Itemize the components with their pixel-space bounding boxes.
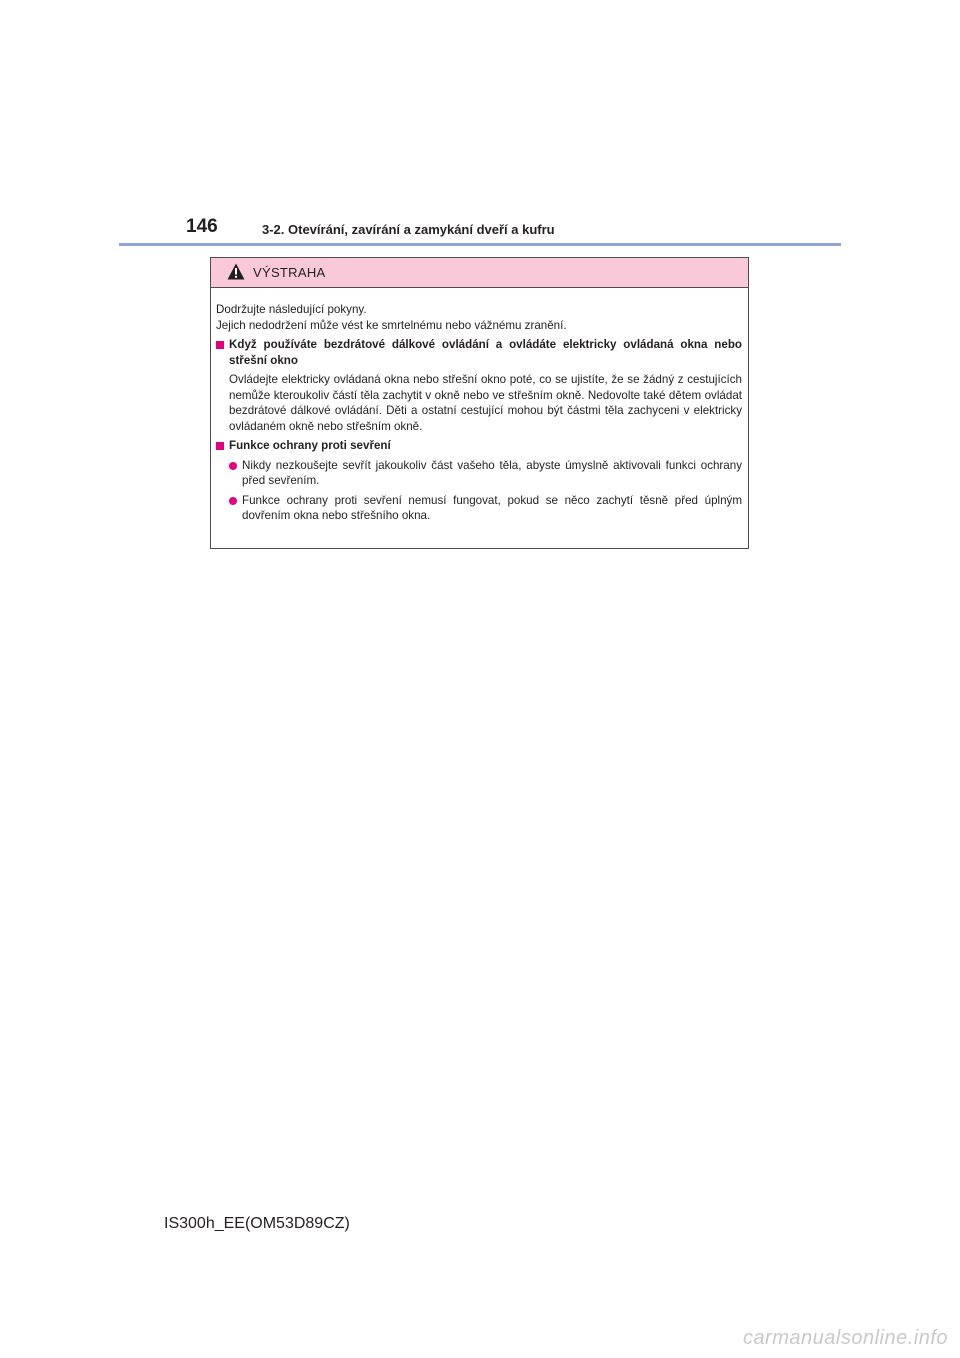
warning-triangle-icon <box>227 263 245 280</box>
bullet-item <box>229 493 742 524</box>
model-code: IS300h_EE(OM53D89CZ) <box>164 1215 350 1232</box>
warning-intro-line: Dodržujte následující pokyny. <box>216 303 367 316</box>
warning-item <box>216 337 742 434</box>
warning-header <box>211 258 748 288</box>
bullet-list <box>229 458 742 524</box>
square-bullet-icon <box>216 341 224 349</box>
header-rule <box>119 243 841 246</box>
round-bullet-icon <box>229 497 237 505</box>
bullet-item <box>229 458 742 489</box>
round-bullet-icon <box>229 462 237 470</box>
warning-intro-line: Jejich nedodržení může vést ke smrtelnému nebo vážnému zranění. <box>216 318 567 332</box>
warning-box <box>210 257 749 549</box>
warning-title: VÝSTRAHA <box>253 265 326 280</box>
watermark: carmanualsonline.info <box>742 1327 948 1349</box>
bullet-text: Nikdy nezkoušejte sevřít jakoukoliv část vašeho těla, abyste úmyslně aktivovali funkci ochrany před sevřením. <box>242 458 742 487</box>
page-number: 146 <box>186 216 218 237</box>
warning-item-text: Ovládejte elektricky ovládaná okna nebo střešní okno poté, co se ujistíte, že se žádný z cestujících nemůže kteroukoliv částí těla zachytit v okně nebo ve střešním okně. Nedovolte také dětem ovládat bezdrátové dálkové ovládání. Děti a ostatní cestující mohou být částmi těla zachyceni v elektricky ovládaném okně nebo střešním okně. <box>229 373 742 433</box>
warning-item <box>216 438 742 524</box>
warning-item-title: Funkce ochrany proti sevření <box>229 439 391 452</box>
warning-body <box>211 288 748 524</box>
section-title: 3-2. Otevírání, zavírání a zamykání dveří a kufru <box>262 222 555 237</box>
bullet-text: Funkce ochrany proti sevření nemusí fungovat, pokud se něco zachytí těsně před úplným dovřením okna nebo střešního okna. <box>242 493 742 522</box>
warning-item-title: Když používáte bezdrátové dálkové ovládání a ovládáte elektricky ovládaná okna nebo střešní okno <box>229 338 742 367</box>
square-bullet-icon <box>216 442 224 450</box>
